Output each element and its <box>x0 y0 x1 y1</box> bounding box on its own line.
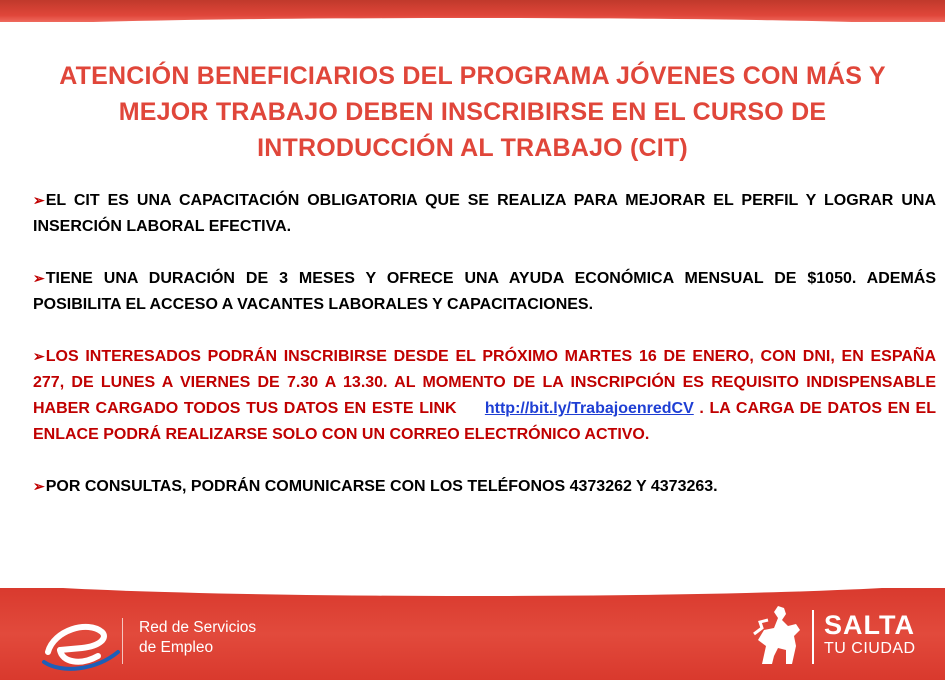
tu-ciudad-label: TU CIUDAD <box>824 640 916 657</box>
red-servicios-e-logo-icon <box>40 616 122 672</box>
footer-band <box>0 588 945 680</box>
paragraph-inscripcion <box>33 343 936 448</box>
page-title <box>20 58 925 166</box>
paragraph-text: POR CONSULTAS, PODRÁN COMUNICARSE CON LOS TELÉFONOS 4373262 Y 4373263. <box>45 478 718 495</box>
registration-link[interactable]: http://bit.ly/TrabajoenredCV <box>484 400 694 417</box>
paragraph-consultas <box>33 473 936 500</box>
title-line-1: ATENCIÓN BENEFICIARIOS DEL PROGRAMA JÓVENES CON MÁS Y <box>59 62 886 90</box>
red-servicios-line-1: Red de Servicios <box>139 619 257 636</box>
paragraph-text: TIENE UNA DURACIÓN DE 3 MESES Y OFRECE UNA AYUDA ECONÓMICA MENSUAL DE $1050. ADEMÁS POSIBILITA EL ACCESO A VACANTES LABORALES Y CAPACITACIONES. <box>33 270 936 313</box>
top-banner <box>0 0 945 22</box>
salta-label: SALTA <box>824 610 915 640</box>
paragraph-duracion <box>33 265 936 318</box>
salta-tu-ciudad-logo <box>812 610 916 664</box>
arrow-bullet-icon: ➢ <box>33 192 45 208</box>
paragraph-text: LOS INTERESADOS PODRÁN INSCRIBIRSE DESDE EL PRÓXIMO MARTES 16 DE ENERO, CON DNI, EN ESPAÑA 277, DE LUNES A VIERNES DE 7.30 A 13.30. AL MOMENTO DE LA INSCRIPCIÓN ES REQUISITO INDISPENSABLE HABER CARGADO TODOS TUS DATOS EN ESTE LINK <box>33 348 936 417</box>
paragraph-text: EL CIT ES UNA CAPACITACIÓN OBLIGATORIA QUE SE REALIZA PARA MEJORAR EL PERFIL Y LOGRAR UNA INSERCIÓN LABORAL EFECTIVA. <box>33 192 936 235</box>
announcement-body <box>33 187 936 525</box>
paragraph-cit <box>33 187 936 240</box>
paragraph-text-end: . LA CARGA DE DATOS EN EL ENLACE PODRÁ REALIZARSE SOLO CON UN CORREO ELECTRÓNICO ACTIVO. <box>33 400 936 443</box>
title-line-3: INTRODUCCIÓN AL TRABAJO (CIT) <box>257 134 688 162</box>
arrow-bullet-icon: ➢ <box>33 348 45 364</box>
arrow-bullet-icon: ➢ <box>33 478 45 494</box>
salta-gaucho-horse-icon <box>748 600 806 668</box>
red-servicios-line-2: de Empleo <box>139 639 214 656</box>
arrow-bullet-icon: ➢ <box>33 270 45 286</box>
title-line-2: MEJOR TRABAJO DEBEN INSCRIBIRSE EN EL CURSO DE <box>118 98 827 126</box>
red-servicios-label <box>122 618 256 664</box>
